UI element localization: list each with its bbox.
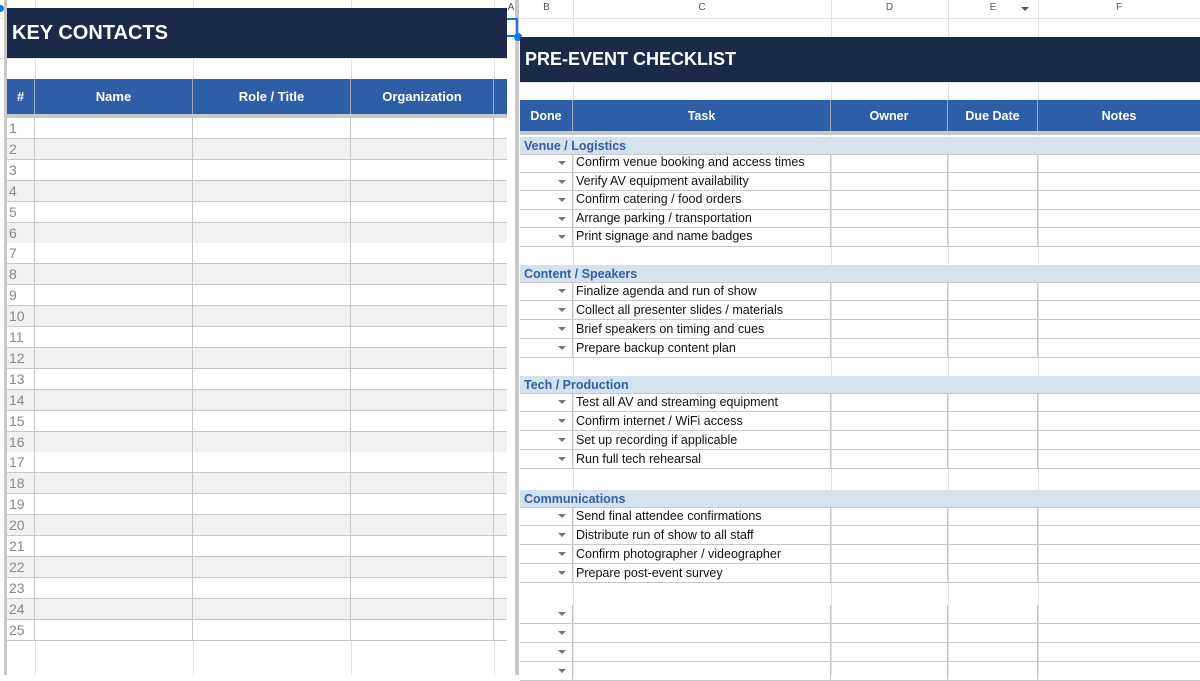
task-cell[interactable]: Confirm venue booking and access times [573, 154, 831, 172]
organization-cell[interactable] [351, 202, 494, 222]
done-dropdown[interactable] [520, 624, 573, 642]
organization-cell[interactable] [351, 369, 494, 389]
column-header-b[interactable]: B [543, 2, 550, 13]
due-date-cell[interactable] [948, 210, 1038, 228]
row-number: 14 [7, 390, 35, 410]
row-number: 2 [7, 139, 35, 159]
organization-cell[interactable] [351, 536, 494, 556]
notes-cell[interactable] [1038, 173, 1200, 191]
task-cell[interactable] [573, 662, 831, 680]
notes-cell[interactable] [1038, 282, 1200, 300]
contact-row[interactable] [7, 536, 507, 557]
role-cell[interactable] [193, 473, 351, 493]
task-row [520, 450, 1200, 469]
role-cell[interactable] [193, 181, 351, 201]
role-cell[interactable] [193, 557, 351, 577]
notes-cell[interactable] [1038, 301, 1200, 319]
task-cell[interactable]: Arrange parking / transportation [573, 210, 831, 228]
task-row [520, 228, 1200, 247]
name-cell[interactable] [35, 348, 193, 368]
organization-cell[interactable] [351, 306, 494, 326]
contact-row[interactable] [7, 139, 507, 160]
notes-cell[interactable] [1038, 320, 1200, 338]
name-cell[interactable] [35, 202, 193, 222]
checklist-header-row [520, 100, 1200, 131]
due-date-cell[interactable] [948, 154, 1038, 172]
task-row [520, 564, 1200, 583]
section-header: Communications [520, 490, 1200, 508]
section-header: Venue / Logistics [520, 137, 1200, 155]
empty-task-row [520, 624, 1200, 643]
owner-cell[interactable] [831, 564, 948, 582]
section-header: Tech / Production [520, 376, 1200, 394]
task-row [520, 320, 1200, 339]
row-number: 4 [7, 181, 35, 201]
done-dropdown[interactable] [520, 526, 573, 544]
role-cell[interactable] [193, 264, 351, 284]
role-cell[interactable] [193, 536, 351, 556]
notes-cell[interactable] [1038, 228, 1200, 246]
due-date-cell[interactable] [948, 282, 1038, 300]
empty-task-row [520, 662, 1200, 681]
name-cell[interactable] [35, 557, 193, 577]
pane-split-divider[interactable] [515, 0, 519, 675]
task-row [520, 545, 1200, 564]
notes-cell[interactable] [1038, 545, 1200, 563]
due-date-cell[interactable] [948, 507, 1038, 525]
organization-cell[interactable] [351, 620, 494, 640]
task-cell[interactable]: Send final attendee confirmations [573, 507, 831, 525]
owner-cell[interactable] [831, 320, 948, 338]
done-dropdown[interactable] [520, 301, 573, 319]
notes-cell[interactable] [1038, 412, 1200, 430]
name-cell[interactable] [35, 327, 193, 347]
row-number: 23 [7, 578, 35, 598]
owner-cell[interactable] [831, 507, 948, 525]
row-number: 22 [7, 557, 35, 577]
done-dropdown[interactable] [520, 339, 573, 357]
name-cell[interactable] [35, 264, 193, 284]
due-date-cell[interactable] [948, 545, 1038, 563]
organization-cell[interactable] [351, 348, 494, 368]
owner-cell[interactable] [831, 228, 948, 246]
task-cell[interactable]: Confirm internet / WiFi access [573, 412, 831, 430]
task-row [520, 507, 1200, 526]
contact-row[interactable] [7, 348, 507, 369]
name-cell[interactable] [35, 243, 193, 263]
notes-cell[interactable] [1038, 507, 1200, 525]
done-dropdown[interactable] [520, 545, 573, 563]
task-cell[interactable]: Prepare post-event survey [573, 564, 831, 582]
name-cell[interactable] [35, 473, 193, 493]
name-cell[interactable] [35, 369, 193, 389]
role-cell[interactable] [193, 578, 351, 598]
contact-row[interactable] [7, 327, 507, 348]
row-number: 12 [7, 348, 35, 368]
organization-cell[interactable] [351, 243, 494, 263]
name-cell[interactable] [35, 390, 193, 410]
done-dropdown[interactable] [520, 210, 573, 228]
empty-task-row [520, 643, 1200, 662]
header-owner: Owner [831, 100, 948, 131]
organization-cell[interactable] [351, 599, 494, 619]
contact-row[interactable] [7, 411, 507, 432]
organization-cell[interactable] [351, 411, 494, 431]
contact-row[interactable] [7, 515, 507, 536]
role-cell[interactable] [193, 306, 351, 326]
owner-cell[interactable] [831, 450, 948, 468]
row-number: 6 [7, 223, 35, 243]
role-cell[interactable] [193, 515, 351, 535]
task-cell[interactable]: Finalize agenda and run of show [573, 282, 831, 300]
organization-cell[interactable] [351, 515, 494, 535]
contact-row[interactable] [7, 264, 507, 285]
column-header-e[interactable]: E [989, 2, 997, 13]
task-cell[interactable]: Confirm catering / food orders [573, 191, 831, 209]
name-cell[interactable] [35, 578, 193, 598]
header-name: Name [35, 79, 193, 114]
name-cell[interactable] [35, 432, 193, 452]
name-cell[interactable] [35, 599, 193, 619]
contact-row[interactable] [7, 223, 507, 244]
notes-cell[interactable] [1038, 526, 1200, 544]
owner-cell[interactable] [831, 210, 948, 228]
organization-cell[interactable] [351, 118, 494, 138]
due-date-cell[interactable] [948, 228, 1038, 246]
row-number: 7 [7, 243, 35, 263]
notes-cell[interactable] [1038, 339, 1200, 357]
due-date-cell[interactable] [948, 526, 1038, 544]
organization-cell[interactable] [351, 139, 494, 159]
due-date-cell[interactable] [948, 339, 1038, 357]
task-cell[interactable]: Print signage and name badges [573, 228, 831, 246]
name-cell[interactable] [35, 411, 193, 431]
due-date-cell[interactable] [948, 320, 1038, 338]
name-cell[interactable] [35, 306, 193, 326]
owner-cell[interactable] [831, 282, 948, 300]
task-cell[interactable] [573, 624, 831, 642]
header-organization: Organization [351, 79, 494, 114]
name-cell[interactable] [35, 620, 193, 640]
due-date-cell[interactable] [948, 564, 1038, 582]
column-header-d[interactable]: D [885, 2, 894, 13]
task-cell[interactable]: Set up recording if applicable [573, 431, 831, 449]
row-number: 13 [7, 369, 35, 389]
due-date-cell[interactable] [948, 191, 1038, 209]
contact-row[interactable] [7, 473, 507, 494]
row-number: 25 [7, 620, 35, 640]
role-cell[interactable] [193, 390, 351, 410]
row-number: 11 [7, 327, 35, 347]
done-dropdown[interactable] [520, 431, 573, 449]
column-header-f[interactable]: F [1115, 2, 1123, 13]
name-cell[interactable] [35, 515, 193, 535]
row-number: 1 [7, 118, 35, 138]
organization-cell[interactable] [351, 494, 494, 514]
notes-cell[interactable] [1038, 564, 1200, 582]
row-number: 15 [7, 411, 35, 431]
contact-row[interactable] [7, 306, 507, 327]
done-dropdown[interactable] [520, 154, 573, 172]
row-number: 3 [7, 160, 35, 180]
task-row [520, 301, 1200, 320]
key-contacts-title: KEY CONTACTS [7, 8, 507, 58]
header-number: # [7, 79, 35, 114]
row-number: 5 [7, 202, 35, 222]
column-header-a[interactable]: A [507, 2, 515, 13]
task-row [520, 393, 1200, 412]
name-cell[interactable] [35, 285, 193, 305]
done-dropdown[interactable] [520, 643, 573, 661]
done-dropdown[interactable] [520, 564, 573, 582]
done-dropdown[interactable] [520, 228, 573, 246]
role-cell[interactable] [193, 118, 351, 138]
row-number: 18 [7, 473, 35, 493]
role-cell[interactable] [193, 494, 351, 514]
contact-row[interactable] [7, 243, 507, 264]
filter-dropdown-icon[interactable] [1021, 7, 1029, 11]
done-dropdown[interactable] [520, 282, 573, 300]
notes-cell[interactable] [1038, 450, 1200, 468]
organization-cell[interactable] [351, 557, 494, 577]
row-number: 17 [7, 452, 35, 472]
task-cell[interactable]: Run full tech rehearsal [573, 450, 831, 468]
role-cell[interactable] [193, 223, 351, 243]
row-number: 16 [7, 432, 35, 452]
header-done: Done [520, 100, 573, 131]
task-row [520, 282, 1200, 301]
task-row [520, 431, 1200, 450]
owner-cell[interactable] [831, 431, 948, 449]
row-number: 20 [7, 515, 35, 535]
owner-cell[interactable] [831, 301, 948, 319]
contact-row[interactable] [7, 432, 507, 453]
organization-cell[interactable] [351, 327, 494, 347]
task-cell[interactable]: Distribute run of show to all staff [573, 526, 831, 544]
task-cell[interactable]: Confirm photographer / videographer [573, 545, 831, 563]
organization-cell[interactable] [351, 452, 494, 472]
task-cell[interactable]: Test all AV and streaming equipment [573, 393, 831, 411]
row-number: 8 [7, 264, 35, 284]
header-notes: Notes [1101, 108, 1137, 123]
header-due-date: Due Date [948, 100, 1038, 131]
role-cell[interactable] [193, 411, 351, 431]
task-row [520, 526, 1200, 545]
role-cell[interactable] [193, 620, 351, 640]
contact-row[interactable] [7, 369, 507, 390]
notes-cell[interactable] [1038, 191, 1200, 209]
column-header-c[interactable]: C [698, 2, 706, 13]
row-number: 10 [7, 306, 35, 326]
name-cell[interactable] [35, 536, 193, 556]
notes-cell[interactable] [1038, 210, 1200, 228]
contact-row[interactable] [7, 578, 507, 599]
due-date-cell[interactable] [948, 301, 1038, 319]
name-cell[interactable] [35, 118, 193, 138]
done-dropdown[interactable] [520, 662, 573, 680]
owner-cell[interactable] [831, 545, 948, 563]
task-row [520, 173, 1200, 192]
role-cell[interactable] [193, 285, 351, 305]
contact-row[interactable] [7, 620, 507, 641]
done-dropdown[interactable] [520, 393, 573, 411]
row-number: 24 [7, 599, 35, 619]
name-cell[interactable] [35, 452, 193, 472]
contact-row[interactable] [7, 181, 507, 202]
header-role: Role / Title [193, 79, 351, 114]
contact-row[interactable] [7, 494, 507, 515]
name-cell[interactable] [35, 494, 193, 514]
due-date-cell[interactable] [948, 173, 1038, 191]
role-cell[interactable] [193, 243, 351, 263]
checklist-title: PRE-EVENT CHECKLIST [520, 37, 1200, 82]
contact-row[interactable] [7, 599, 507, 620]
contact-row[interactable] [7, 390, 507, 411]
row-number: 19 [7, 494, 35, 514]
contact-row[interactable] [7, 285, 507, 306]
role-cell[interactable] [193, 348, 351, 368]
contact-row[interactable] [7, 557, 507, 578]
row-number: 9 [7, 285, 35, 305]
done-dropdown[interactable] [520, 507, 573, 525]
notes-cell[interactable] [1038, 154, 1200, 172]
owner-cell[interactable] [831, 154, 948, 172]
name-cell[interactable] [35, 139, 193, 159]
notes-cell[interactable] [1038, 393, 1200, 411]
name-cell[interactable] [35, 181, 193, 201]
header-task: Task [573, 100, 831, 131]
due-date-cell[interactable] [948, 450, 1038, 468]
organization-cell[interactable] [351, 578, 494, 598]
row-number: 21 [7, 536, 35, 556]
role-cell[interactable] [193, 432, 351, 452]
organization-cell[interactable] [351, 285, 494, 305]
owner-cell[interactable] [831, 191, 948, 209]
organization-cell[interactable] [351, 264, 494, 284]
role-cell[interactable] [193, 160, 351, 180]
contact-row[interactable] [7, 202, 507, 223]
done-dropdown[interactable] [520, 412, 573, 430]
task-row [520, 191, 1200, 210]
role-cell[interactable] [193, 599, 351, 619]
task-cell[interactable] [573, 605, 831, 623]
contact-row[interactable] [7, 160, 507, 181]
due-date-cell[interactable] [948, 393, 1038, 411]
name-cell[interactable] [35, 160, 193, 180]
notes-cell[interactable] [1038, 431, 1200, 449]
contact-row[interactable] [7, 118, 507, 139]
role-cell[interactable] [193, 452, 351, 472]
role-cell[interactable] [193, 369, 351, 389]
organization-cell[interactable] [351, 432, 494, 452]
organization-cell[interactable] [351, 473, 494, 493]
task-cell[interactable]: Brief speakers on timing and cues [573, 320, 831, 338]
task-cell[interactable] [573, 643, 831, 661]
name-cell[interactable] [35, 223, 193, 243]
done-dropdown[interactable] [520, 191, 573, 209]
task-row [520, 154, 1200, 173]
task-row [520, 412, 1200, 431]
owner-cell[interactable] [831, 173, 948, 191]
owner-cell[interactable] [831, 393, 948, 411]
done-dropdown[interactable] [520, 450, 573, 468]
task-row [520, 339, 1200, 358]
done-dropdown[interactable] [520, 605, 573, 623]
organization-cell[interactable] [351, 223, 494, 243]
role-cell[interactable] [193, 327, 351, 347]
done-dropdown[interactable] [520, 173, 573, 191]
organization-cell[interactable] [351, 160, 494, 180]
done-dropdown[interactable] [520, 320, 573, 338]
task-cell[interactable]: Prepare backup content plan [573, 339, 831, 357]
owner-cell[interactable] [831, 526, 948, 544]
owner-cell[interactable] [831, 412, 948, 430]
task-cell[interactable]: Collect all presenter slides / materials [573, 301, 831, 319]
owner-cell[interactable] [831, 339, 948, 357]
section-header: Content / Speakers [520, 265, 1200, 283]
organization-cell[interactable] [351, 181, 494, 201]
due-date-cell[interactable] [948, 412, 1038, 430]
due-date-cell[interactable] [948, 431, 1038, 449]
contact-row[interactable] [7, 452, 507, 473]
empty-task-row [520, 605, 1200, 624]
role-cell[interactable] [193, 139, 351, 159]
contacts-header-row [7, 79, 507, 114]
task-row [520, 210, 1200, 229]
organization-cell[interactable] [351, 390, 494, 410]
role-cell[interactable] [193, 202, 351, 222]
task-cell[interactable]: Verify AV equipment availability [573, 173, 831, 191]
